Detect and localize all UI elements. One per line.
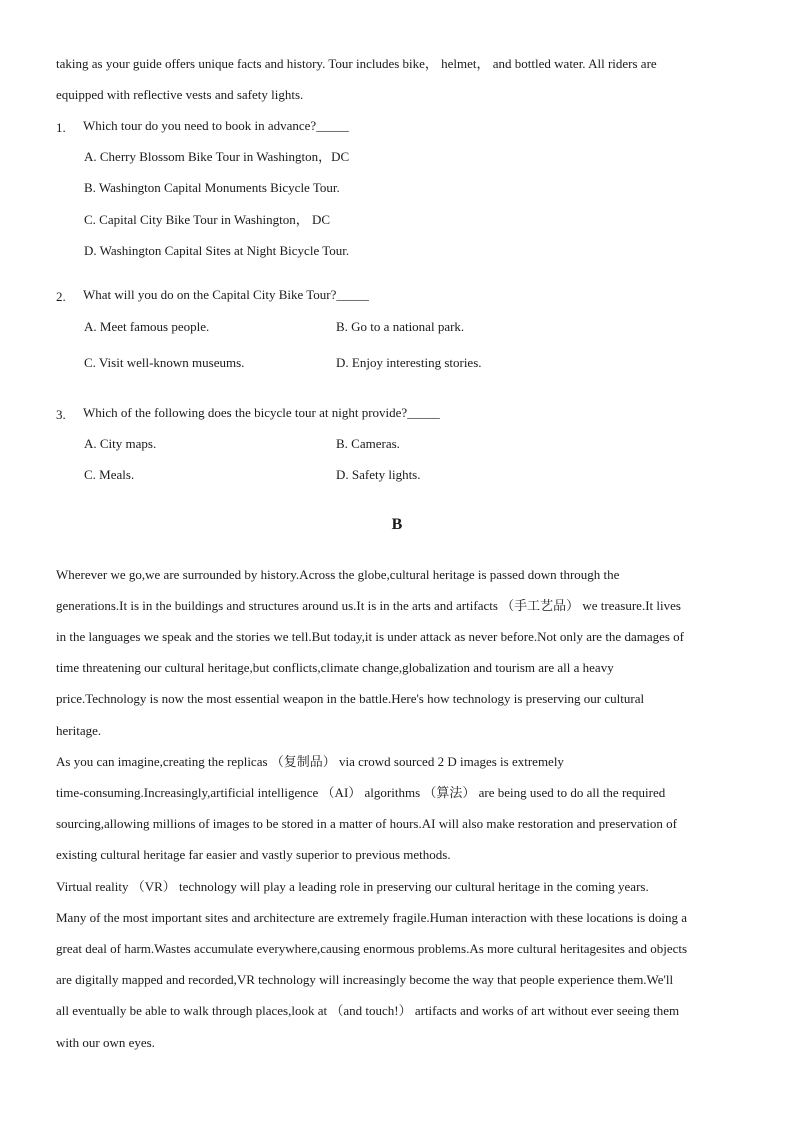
question-number: 3.	[56, 407, 66, 422]
section-title: B	[391, 516, 403, 533]
option-d[interactable]: D. Enjoy interesting stories.	[336, 355, 482, 370]
passage-line: with our own eyes.	[56, 1035, 155, 1050]
option-c[interactable]: C. Visit well-known museums.	[84, 355, 245, 370]
option-b[interactable]: B. Washington Capital Monuments Bicycle Tour.	[84, 180, 340, 195]
question-text: Which of the following does the bicycle tour at night provide?_____	[83, 405, 440, 420]
question-text: Which tour do you need to book in advance?_____	[83, 118, 349, 133]
passage-line: heritage.	[56, 723, 102, 738]
passage-line: sourcing,allowing millions of images to be stored in a matter of hours.AI will also make restoration and preservation of	[56, 816, 677, 831]
option-a[interactable]: A. Cherry Blossom Bike Tour in Washington，DC	[84, 149, 350, 164]
passage-line: As you can imagine,creating the replicas （复制品） via crowd sourced 2 D images is extremely	[56, 754, 564, 769]
option-a[interactable]: A. Meet famous people.	[84, 319, 210, 334]
passage-line: Many of the most important sites and architecture are extremely fragile.Human interaction with these locations is doing a	[56, 910, 688, 925]
passage-line: Wherever we go,we are surrounded by history.Across the globe,cultural heritage is passed down through the	[56, 567, 620, 582]
option-c[interactable]: C. Meals.	[84, 467, 135, 482]
passage-line: price.Technology is now the most essential weapon in the battle.Here's how technology is preserving our cultural	[56, 691, 645, 706]
passage-line: time threatening our cultural heritage,but conflicts,climate change,globalization and tourism are all a heavy	[56, 660, 614, 675]
passage-line: are digitally mapped and recorded,VR technology will increasingly become the way that people experience them.We'll	[56, 972, 674, 987]
option-b[interactable]: B. Go to a national park.	[336, 319, 465, 334]
passage-line: Virtual reality （VR） technology will play a leading role in preserving our cultural heritage in the coming years.	[56, 879, 649, 894]
option-b[interactable]: B. Cameras.	[336, 436, 400, 451]
option-d[interactable]: D. Safety lights.	[336, 467, 421, 482]
question-number: 2.	[56, 289, 66, 304]
question-number: 1.	[56, 120, 66, 135]
passage-line: existing cultural heritage far easier and vastly superior to previous methods.	[56, 847, 451, 862]
option-a[interactable]: A. City maps.	[84, 436, 157, 451]
intro-line-1: taking as your guide offers unique facts and history. Tour includes bike， helmet， and bottled water. All riders are	[56, 56, 657, 71]
option-d[interactable]: D. Washington Capital Sites at Night Bicycle Tour.	[84, 243, 350, 258]
intro-line-2: equipped with reflective vests and safety lights.	[56, 87, 304, 102]
passage-line: in the languages we speak and the stories we tell.But today,it is under attack as never before.Not only are the damages of	[56, 629, 685, 644]
passage-line: all eventually be able to walk through places,look at （and touch!） artifacts and works of art without ever seeing them	[56, 1003, 680, 1018]
option-c[interactable]: C. Capital City Bike Tour in Washington， DC	[84, 212, 331, 227]
passage-line: great deal of harm.Wastes accumulate everywhere,causing enormous problems.As more cultural heritagesites and objects	[56, 941, 688, 956]
passage-line: generations.It is in the buildings and structures around us.It is in the arts and artifacts （手工艺品） we treasure.It lives	[56, 598, 681, 613]
passage-line: time-consuming.Increasingly,artificial intelligence （AI） algorithms （算法） are being used to do all the required	[56, 785, 666, 800]
question-text: What will you do on the Capital City Bike Tour?_____	[83, 287, 369, 302]
